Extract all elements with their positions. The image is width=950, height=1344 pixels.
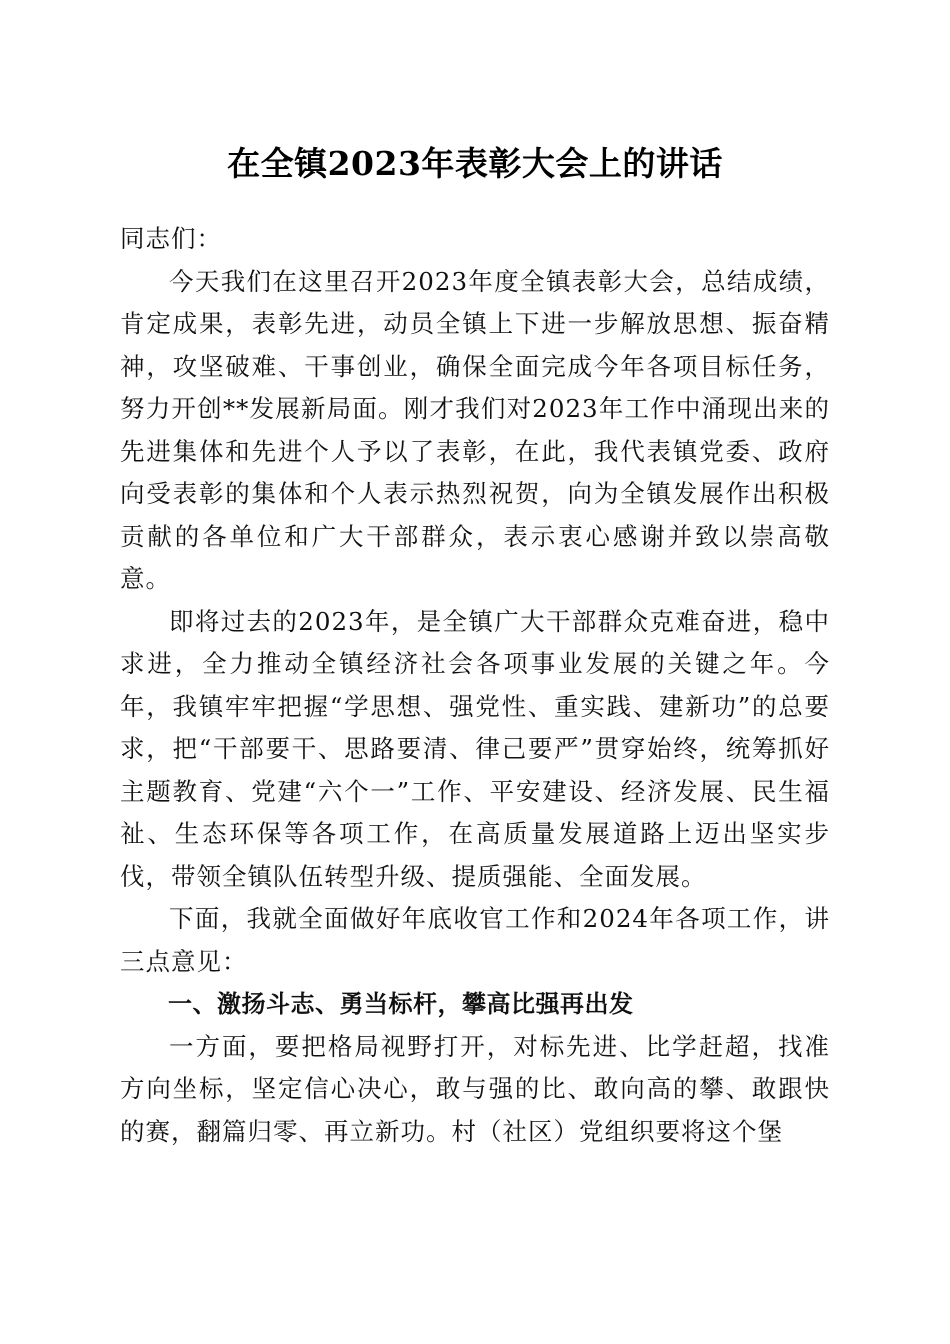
salutation: 同志们：: [120, 224, 222, 253]
paragraph-section-1: 一方面，要把格局视野打开，对标先进、比学赶超，找准方向坐标，坚定信心决心，敢与强的比、敢向高的攀、敢跟快的赛，翻篇归零、再立新功。村（社区）党组织要将这个堡: [120, 1031, 830, 1146]
paragraph-opening: 今天我们在这里召开2023年度全镇表彰大会，总结成绩，肯定成果，表彰先进，动员全镇上下进一步解放思想、振奋精神，攻坚破难、干事创业，确保全面完成今年各项目标任务，努力开创**发展新局面。刚才我们对2023年工作中涌现出来的先进集体和先进个人予以了表彰，在此，我代表镇党委、政府向受表彰的集体和个人表示热烈祝贺，向为全镇发展作出积极贡献的各单位和广大干部群众，表示衷心感谢并致以崇高敬意。: [120, 266, 830, 593]
document-body: [120, 218, 830, 1153]
document-title: 在全镇2023年表彰大会上的讲话: [227, 144, 723, 183]
paragraph-review: 即将过去的2023年，是全镇广大干部群众克难奋进，稳中求进，全力推动全镇经济社会各项事业发展的关键之年。今年，我镇牢牢把握“学思想、强党性、重实践、建新功”的总要求，把“干部要干、思路要清、律己要严”贯穿始终，统筹抓好主题教育、党建“六个一”工作、平安建设、经济发展、民生福祉、生态环保等各项工作，在高质量发展道路上迈出坚实步伐，带领全镇队伍转型升级、提质强能、全面发展。: [120, 606, 830, 891]
section-heading-1: 一、激扬斗志、勇当标杆，攀高比强再出发: [168, 990, 634, 1018]
paragraph-transition: 下面，我就全面做好年底收官工作和2024年各项工作，讲三点意见：: [120, 904, 830, 976]
